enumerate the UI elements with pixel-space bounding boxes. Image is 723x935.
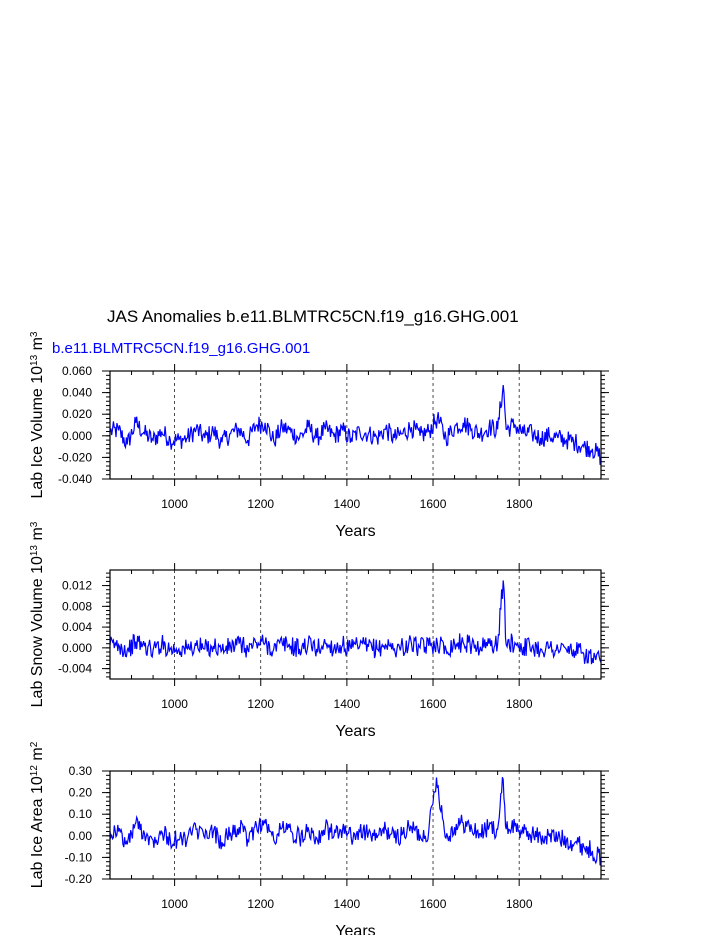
figure-title: JAS Anomalies b.e11.BLMTRC5CN.f19_g16.GHG.001 — [107, 307, 519, 326]
y-tick-label: -0.004 — [57, 661, 92, 676]
x-tick-label: 1200 — [247, 497, 275, 511]
x-tick-label: 1800 — [505, 497, 533, 511]
x-axis-title: Years — [335, 523, 376, 540]
y-tick-label: -0.040 — [57, 472, 92, 486]
y-tick-label: 0.004 — [61, 620, 92, 635]
plot-frame — [110, 371, 601, 479]
y-tick-label: 0.000 — [61, 428, 92, 443]
x-tick-label: 1600 — [419, 897, 447, 911]
y-tick-label: 0.20 — [68, 785, 92, 800]
x-tick-label: 1200 — [247, 697, 275, 711]
y-tick-label: 0.020 — [61, 407, 92, 422]
panel-ice-area — [29, 741, 610, 935]
y-tick-label: -0.020 — [57, 450, 92, 465]
data-series-line — [110, 385, 601, 465]
data-series-line — [110, 580, 601, 664]
y-tick-label: 0.00 — [68, 828, 92, 843]
plot-frame — [110, 771, 601, 879]
y-tick-label: 0.30 — [68, 764, 92, 778]
x-axis-title: Years — [335, 723, 376, 740]
y-axis-title: Lab Ice Area $10^{12}$ $m^2$ — [28, 741, 46, 889]
y-tick-label: 0.012 — [61, 578, 92, 593]
y-tick-label: -0.20 — [64, 872, 92, 886]
experiment-label: b.e11.BLMTRC5CN.f19_g16.GHG.001 — [52, 340, 311, 357]
y-tick-label: -0.10 — [64, 850, 92, 865]
y-axis-title: Lab Ice Volume $10^{13}$ $m^3$ — [28, 331, 46, 499]
x-tick-label: 1600 — [419, 697, 447, 711]
x-tick-label: 1400 — [333, 897, 361, 911]
y-tick-label: 0.000 — [61, 640, 92, 655]
y-tick-label: 0.008 — [61, 599, 92, 614]
x-tick-label: 1800 — [505, 697, 533, 711]
x-tick-label: 1400 — [333, 697, 361, 711]
panel-snow-volume — [29, 521, 610, 740]
panel-ice-volume — [29, 331, 610, 540]
x-tick-label: 1400 — [333, 497, 361, 511]
data-series-line — [110, 777, 601, 865]
y-tick-label: 0.040 — [61, 385, 92, 400]
y-axis-title: Lab Snow Volume $10^{13}$ $m^3$ — [28, 521, 46, 708]
x-tick-label: 1600 — [419, 497, 447, 511]
x-tick-label: 1000 — [161, 897, 188, 911]
y-tick-label: 0.10 — [68, 807, 92, 822]
plot-frame — [110, 570, 601, 679]
y-tick-label: 0.060 — [61, 364, 92, 378]
x-tick-label: 1000 — [161, 497, 188, 511]
x-tick-label: 1800 — [505, 897, 533, 911]
x-axis-title: Years — [335, 923, 376, 935]
x-tick-label: 1200 — [247, 897, 275, 911]
x-tick-label: 1000 — [161, 697, 188, 711]
